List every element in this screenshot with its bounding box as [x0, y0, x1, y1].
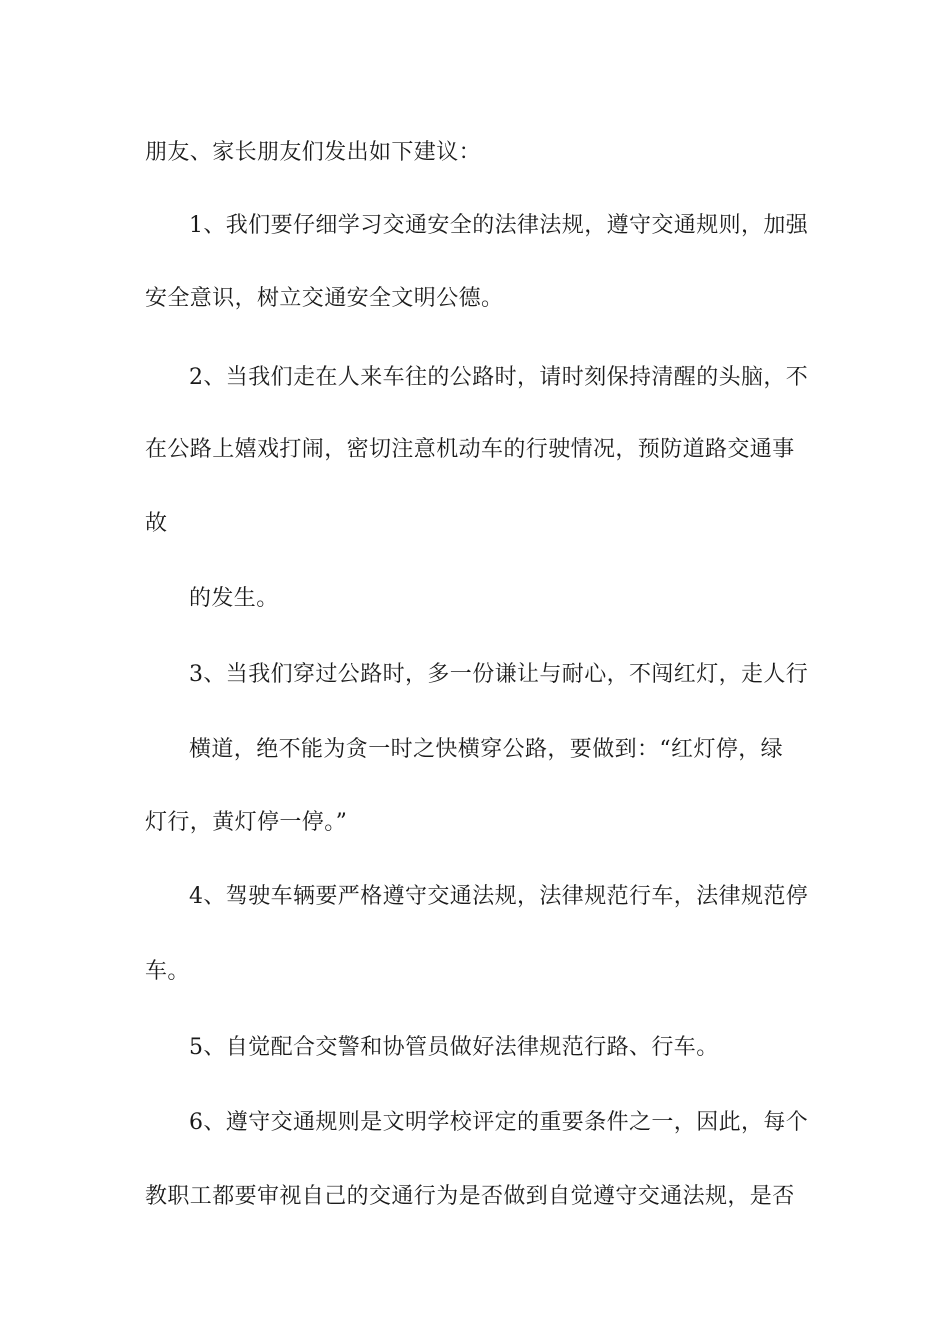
text-line: 的发生。 — [189, 586, 279, 611]
text-line: 6、遵守交通规则是文明学校评定的重要条件之一，因此，每个 — [189, 1110, 809, 1135]
text-line: 车。 — [145, 959, 190, 984]
text-line: 3、当我们穿过公路时，多一份谦让与耐心，不闯红灯，走人行 — [189, 662, 809, 687]
text-line: 横道，绝不能为贪一时之快横穿公路，要做到：“红灯停，绿 — [189, 737, 784, 762]
text-line: 5、自觉配合交警和协管员做好法律规范行路、行车。 — [189, 1035, 719, 1060]
text-line: 灯行，黄灯停一停。” — [145, 810, 348, 835]
text-line: 朋友、家长朋友们发出如下建议： — [145, 140, 482, 165]
text-line: 教职工都要审视自己的交通行为是否做到自觉遵守交通法规，是否 — [145, 1184, 795, 1209]
text-line: 故 — [145, 511, 168, 536]
text-line: 4、驾驶车辆要严格遵守交通法规，法律规范行车，法律规范停 — [189, 884, 809, 909]
text-line: 2、当我们走在人来车往的公路时，请时刻保持清醒的头脑，不 — [189, 365, 809, 390]
text-line: 在公路上嬉戏打闹，密切注意机动车的行驶情况，预防道路交通事 — [145, 437, 795, 462]
text-line: 1、我们要仔细学习交通安全的法律法规，遵守交通规则，加强 — [189, 213, 809, 238]
text-line: 安全意识，树立交通安全文明公德。 — [145, 286, 504, 311]
